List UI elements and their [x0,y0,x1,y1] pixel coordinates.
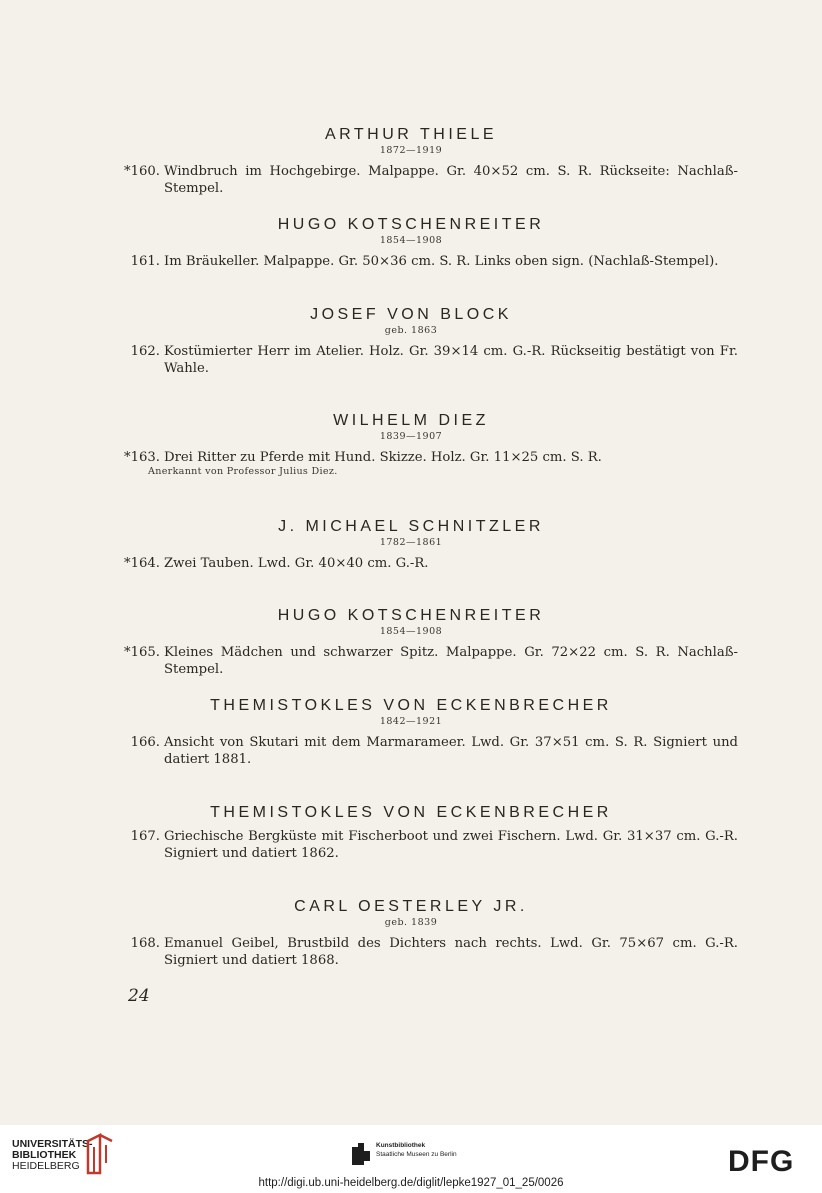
catalog-entry [0,697,822,768]
heidelberg-mark-icon [84,1133,116,1177]
lot-text: Ansicht von Skutari mit dem Marmarameer. Lwd. Gr. 37×51 cm. S. R. Signiert und datiert 1881. [164,735,738,767]
artist-dates: 1854—1908 [379,235,443,246]
artist-name: THEMISTOKLES VON ECKENBRECHER [210,804,612,821]
kb-line-1: Kunstbibliothek [376,1142,426,1149]
catalog-entry [0,607,822,678]
page-number: 24 [128,986,150,1006]
kunstbibliothek-icon [352,1143,372,1165]
artist-name: CARL OESTERLEY JR. [294,898,528,915]
uni-line-1: UNIVERSITÄTS- [12,1138,93,1150]
artist-name: JOSEF VON BLOCK [310,306,512,323]
catalog-entry [0,306,822,377]
lot-number: *163. [124,450,160,465]
lot-description [130,828,738,862]
lot-description [124,163,738,197]
artist-dates: geb. 1863 [384,325,438,336]
artist-name: THEMISTOKLES VON ECKENBRECHER [210,697,612,714]
kunstbibliothek-logo[interactable] [352,1142,457,1169]
digitization-footer [0,1125,822,1193]
dfg-logo[interactable]: DFG [728,1145,795,1178]
artist-dates: geb. 1839 [384,917,438,928]
artist-name: ARTHUR THIELE [324,126,498,143]
lot-description [130,343,738,377]
lot-number: 161. [130,254,160,269]
lot-description [130,935,738,969]
uni-line-3: HEIDELBERG [12,1160,80,1172]
source-url[interactable]: http://digi.ub.uni-heidelberg.de/diglit/lepke1927_01_25/0026 [258,1177,564,1189]
lot-description [130,734,738,768]
catalog-entry [0,126,822,197]
artist-dates: 1872—1919 [379,145,443,156]
lot-number: 166. [130,735,160,750]
uni-line-2: BIBLIOTHEK [12,1149,77,1161]
artist-name: HUGO KOTSCHENREITER [277,607,545,624]
lot-description [124,644,738,678]
lot-number: 167. [130,829,160,844]
lot-note: Anerkannt von Professor Julius Diez. [148,466,338,477]
lot-text: Kostümierter Herr im Atelier. Holz. Gr. 39×14 cm. G.-R. Rückseitig bestätigt von Fr. Wahle. [164,344,738,376]
artist-name: HUGO KOTSCHENREITER [277,216,545,233]
artist-name: J. MICHAEL SCHNITZLER [278,518,544,535]
artist-name: WILHELM DIEZ [333,412,489,429]
artist-dates: 1839—1907 [379,431,443,442]
catalog-entry [0,412,822,478]
kb-line-2: Staatliche Museen zu Berlin [376,1151,457,1158]
lot-description [124,555,738,572]
artist-dates: 1854—1908 [379,626,443,637]
lot-text: Windbruch im Hochgebirge. Malpappe. Gr. 40×52 cm. S. R. Rückseite: Nachlaß-Stempel. [164,164,738,196]
catalog-entry [0,216,822,270]
lot-description [124,449,738,466]
lot-number: 168. [130,936,160,951]
artist-dates: 1842—1921 [379,716,443,727]
lot-text: Emanuel Geibel, Brustbild des Dichters nach rechts. Lwd. Gr. 75×67 cm. G.-R. Signiert und datiert 1868. [164,936,738,968]
university-library-name [12,1139,93,1172]
lot-number: *160. [124,164,160,179]
lot-description [130,253,738,270]
lot-text: Drei Ritter zu Pferde mit Hund. Skizze. Holz. Gr. 11×25 cm. S. R. [164,450,602,465]
university-library-logo[interactable] [12,1139,93,1172]
lot-text: Zwei Tauben. Lwd. Gr. 40×40 cm. G.-R. [164,556,429,571]
catalog-entry [0,518,822,572]
catalog-entry [0,898,822,969]
lot-number: *165. [124,645,160,660]
catalog-entry [0,804,822,862]
lot-number: 162. [130,344,160,359]
lot-text: Im Bräukeller. Malpappe. Gr. 50×36 cm. S. R. Links oben sign. (Nachlaß-Stempel). [164,254,719,269]
kunstbibliothek-name [376,1141,457,1159]
lot-text: Griechische Bergküste mit Fischerboot und zwei Fischern. Lwd. Gr. 31×37 cm. G.-R. Signiert und datiert 1862. [164,829,738,861]
lot-number: *164. [124,556,160,571]
artist-dates: 1782—1861 [379,537,443,548]
lot-text: Kleines Mädchen und schwarzer Spitz. Malpappe. Gr. 72×22 cm. S. R. Nachlaß-Stempel. [164,645,738,677]
